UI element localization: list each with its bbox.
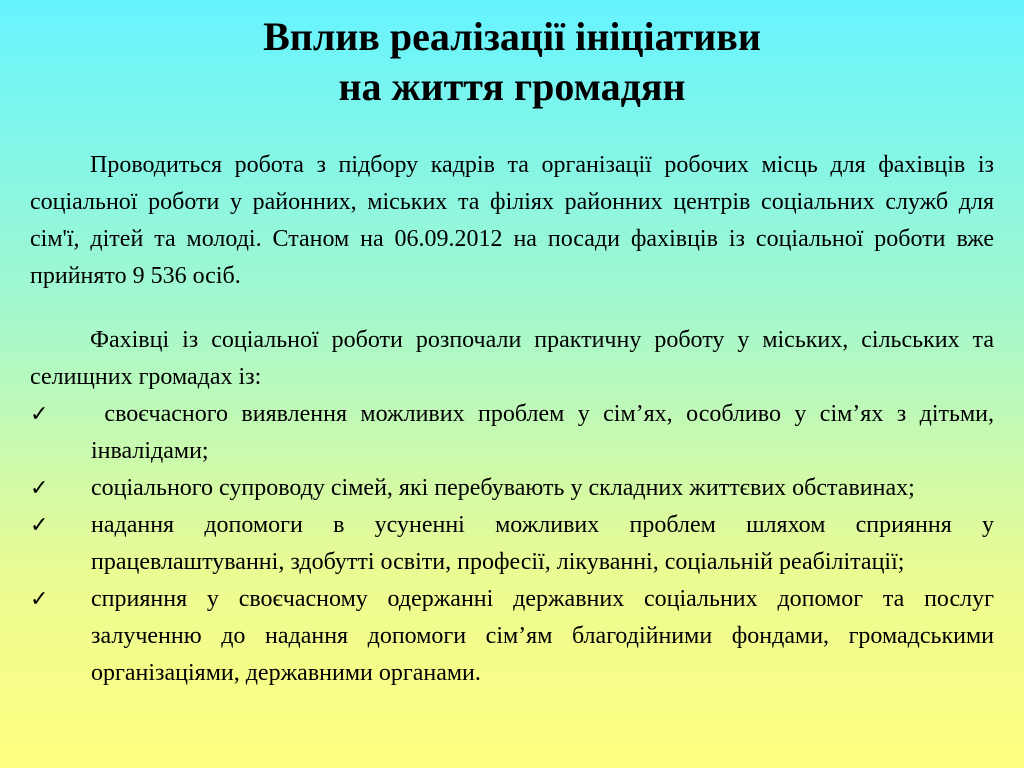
checkmark-icon: ✓ (30, 402, 49, 427)
checkmark-icon: ✓ (30, 587, 49, 612)
checkmark-icon: ✓ (30, 476, 49, 501)
bullet-text: сприяння у своєчасному одержанні державних соціальних допомог та послуг залученню до надання допомоги сім’ям благодійними фондами, громадськими організаціями, державними органами. (91, 586, 994, 686)
title-line-2: на життя громадян (338, 64, 686, 109)
bullet-list (30, 396, 994, 692)
bullet-text: соціального супроводу сімей, які перебувають у складних життєвих обставинах; (91, 475, 915, 501)
bullet-text: надання допомоги в усуненні можливих проблем шляхом сприяння у працевлаштуванні, здобутті освіти, професії, лікуванні, соціальній реабілітації; (91, 512, 994, 575)
list-item (30, 581, 994, 692)
title-line-1: Вплив реалізації ініціативи (263, 14, 761, 59)
paragraph-staffing: Проводиться робота з підбору кадрів та організації робочих місць для фахівців із соціальної роботи у районних, міських та філіях районних центрів соціальних служб для сім'ї, дітей та молоді. Станом на 06.09.2012 на посади фахівців із соціальної роботи вже прийнято 9 536 осіб. (30, 152, 994, 289)
slide-title (0, 12, 1024, 112)
list-item (30, 507, 994, 581)
checkmark-icon: ✓ (30, 513, 49, 538)
list-item (30, 396, 994, 470)
list-item (30, 470, 994, 507)
bullet-text: своєчасного виявлення можливих проблем у сім’ях, особливо у сім’ях з дітьми, інвалідами; (91, 401, 994, 464)
slide-body (30, 147, 994, 692)
paragraph-practice-intro: Фахівці із соціальної роботи розпочали практичну роботу у міських, сільських та селищних громадах із: (30, 327, 994, 390)
